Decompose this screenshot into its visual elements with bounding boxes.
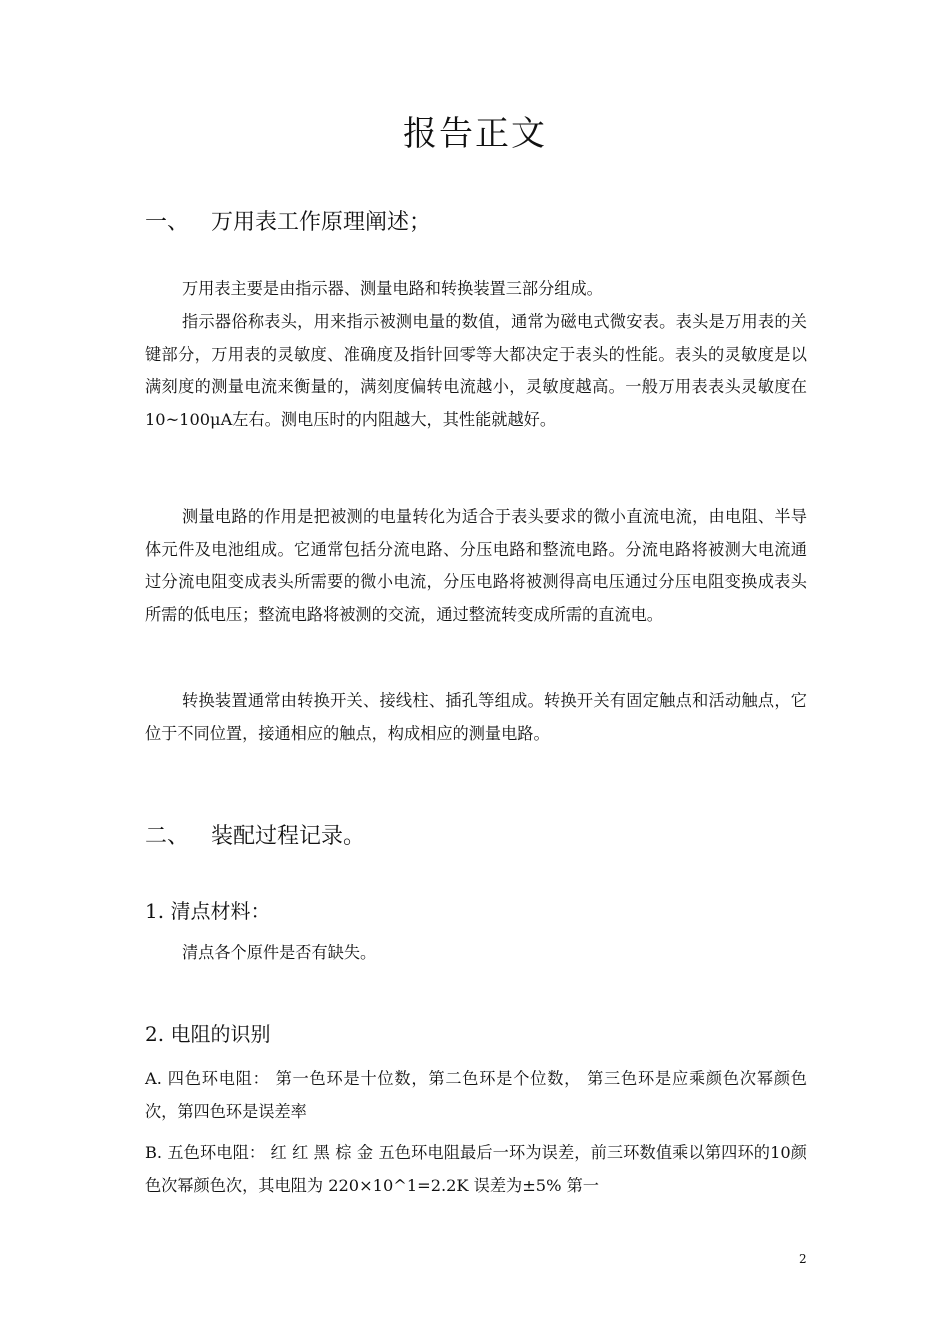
page-number: 2	[799, 1252, 807, 1266]
paragraph: 清点各个原件是否有缺失。	[182, 943, 377, 962]
paragraph: 万用表主要是由指示器、测量电路和转换装置三部分组成。	[182, 279, 603, 298]
list-item: B. 五色环电阻： 红 红 黑 棕 金 五色环电阻最后一环为误差，前三环数值乘以第四环的10颜色次幂颜色次，其电阻为 220×10^1=2.2K 误差为±5% 第一	[145, 1143, 807, 1195]
section-number: 一、	[145, 210, 190, 235]
paragraph: 转换装置通常由转换开关、接线柱、插孔等组成。转换开关有固定触点和活动触点，它位于不同位置，接通相应的触点，构成相应的测量电路。	[145, 691, 807, 743]
paragraph: 测量电路的作用是把被测的电量转化为适合于表头要求的微小直流电流，由电阻、半导体元件及电池组成。它通常包括分流电路、分压电路和整流电路。分流电路将被测大电流通过分流电阻变成表头所需要的微小电流，分压电路将被测得高电压通过分压电阻变换成表头所需的低电压；整流电路将被测的交流，通过整流转变成所需的直流电。	[145, 507, 807, 624]
section-title: 万用表工作原理阐述；	[211, 210, 432, 235]
subsection-heading: 2. 电阻的识别	[145, 1022, 271, 1046]
page-title: 报告正文	[403, 114, 547, 154]
subsection-heading: 1. 清点材料：	[145, 899, 271, 923]
paragraph: 指示器俗称表头，用来指示被测电量的数值，通常为磁电式微安表。表头是万用表的关键部分，万用表的灵敏度、准确度及指针回零等大都决定于表头的性能。表头的灵敏度是以满刻度的测量电流来衡量的，满刻度偏转电流越小，灵敏度越高。一般万用表表头灵敏度在10~100μA左右。测电压时的内阻越大，其性能就越好。	[145, 312, 807, 429]
section-number: 二、	[145, 824, 190, 849]
list-item: A. 四色环电阻： 第一色环是十位数，第二色环是个位数， 第三色环是应乘颜色次幂颜色次，第四色环是误差率	[145, 1069, 807, 1121]
section-title: 装配过程记录。	[211, 824, 366, 849]
section-heading	[145, 205, 431, 236]
section-heading	[145, 819, 365, 850]
